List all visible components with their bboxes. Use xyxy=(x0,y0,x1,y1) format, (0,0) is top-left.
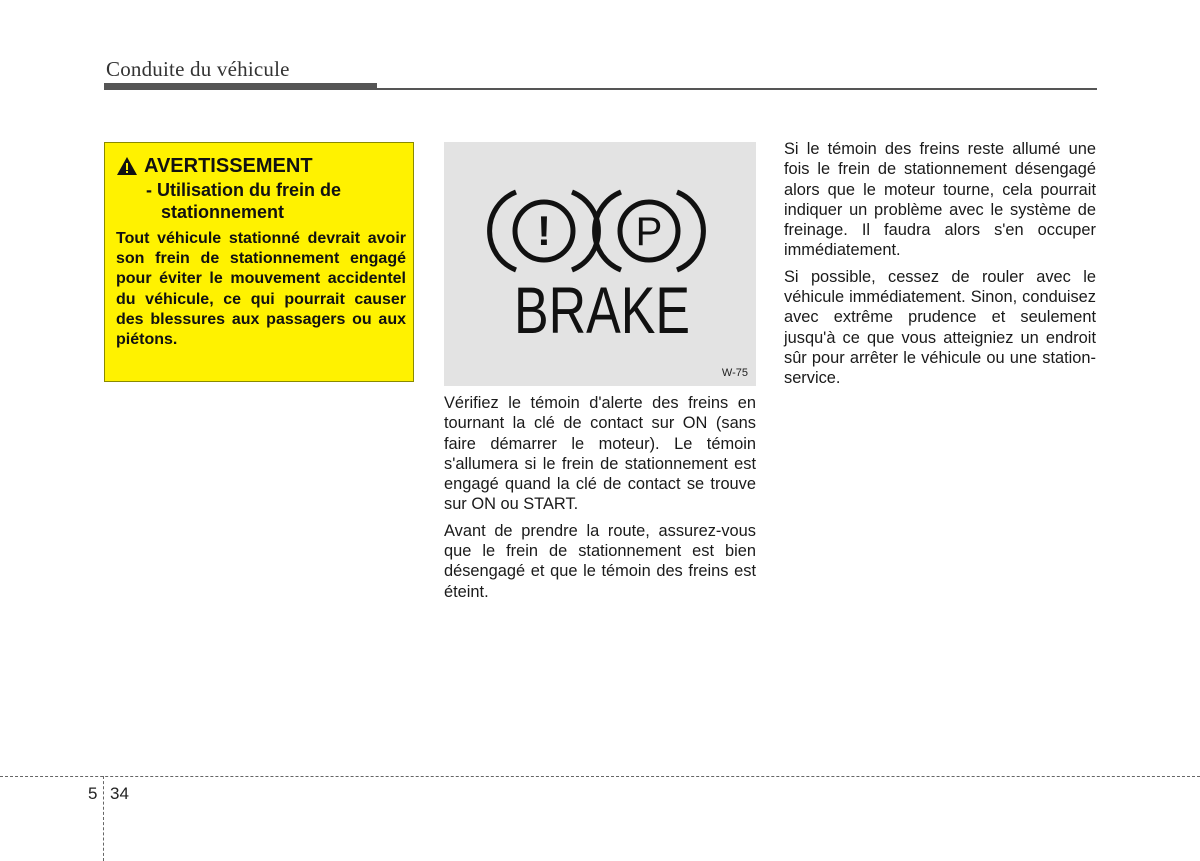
warning-triangle-icon xyxy=(116,156,138,176)
footer-rule xyxy=(0,776,1200,777)
warning-subtitle: - Utilisation du frein de xyxy=(146,180,342,200)
paragraph: Si le témoin des freins reste allumé une fois le frein de stationnement désengagé alors que le moteur tourne, cela pourrait indiquer un problème avec le système de freinage. Il faudra alors s'en occuper immédiatement. xyxy=(784,140,1096,260)
parking-brake-p-icon xyxy=(595,192,704,270)
warning-subtitle-cont: stationnement xyxy=(161,202,285,222)
header-rule xyxy=(104,88,1097,90)
chapter-number: 5 xyxy=(88,784,98,803)
warning-title: AVERTISSEMENT xyxy=(144,154,313,177)
section-title: Conduite du véhicule xyxy=(106,57,290,81)
brake-label: BRAKE xyxy=(514,273,690,347)
brake-indicator-illustration xyxy=(444,142,756,386)
warning-body: Tout véhicule stationné devrait avoir son frein de stationnement engagé pour éviter le mouvement accidentel du véhicule, ce qui pourrait causer des blessures aux passagers ou aux piétons. xyxy=(116,230,406,349)
paragraph: Avant de prendre la route, assurez-vous que le frein de stationnement est bien désengagé et que le témoin des freins est éteint. xyxy=(444,521,756,601)
page-number: 34 xyxy=(110,784,129,803)
exclamation-glyph: ! xyxy=(537,207,551,254)
paragraph: Vérifiez le témoin d'alerte des freins en tournant la clé de contact sur ON (sans faire démarrer le moteur). Le témoin s'allumera si le frein de stationnement est engagé quand la clé de contact se trouve sur ON ou START. xyxy=(444,394,756,514)
warning-box xyxy=(104,142,414,382)
right-column xyxy=(784,139,1096,395)
brake-warning-exclamation-icon xyxy=(490,192,599,270)
parking-letter: P xyxy=(635,210,663,254)
paragraph: Si possible, cessez de rouler avec le véhicule immédiatement. Sinon, conduisez avec extrême prudence et seulement jusqu'à ce que vous atteigniez un endroit sûr pour arrêter le véhicule ou une station-service. xyxy=(784,267,1096,388)
brake-indicator-figure xyxy=(444,142,756,386)
figure-code: W-75 xyxy=(721,367,748,379)
warning-heading xyxy=(116,153,403,179)
middle-column xyxy=(444,393,756,608)
footer-divider xyxy=(103,776,104,861)
